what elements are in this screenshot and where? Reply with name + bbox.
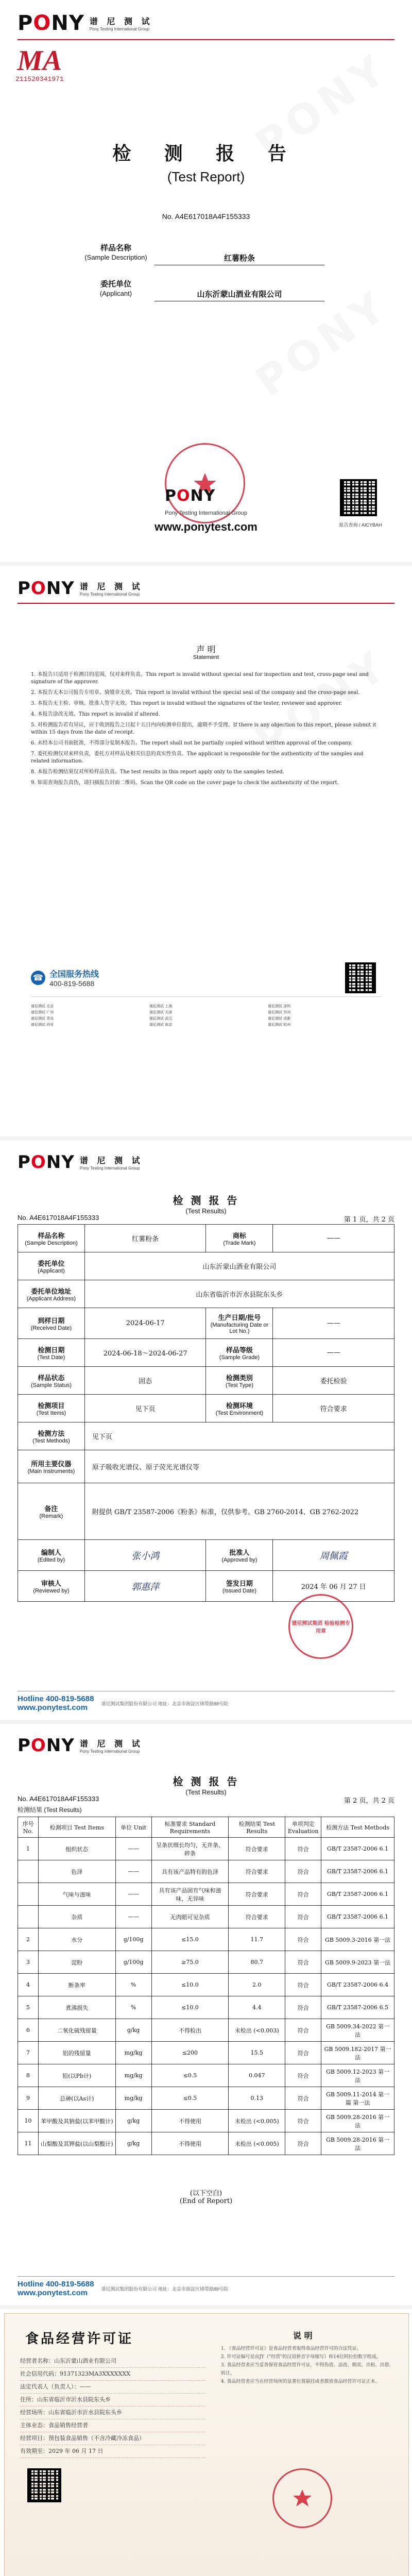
row-requirement: ≤10.0 (151, 1974, 229, 1996)
row-method: GB 5009.28-2016 第一法 (321, 2110, 394, 2132)
group-name: Pony Testing International Group (164, 510, 247, 516)
row-evaluation: 符合 (285, 1860, 321, 1883)
results-caption: 检测结果 (Test Results) (18, 1806, 82, 1814)
row-number (18, 1860, 39, 1883)
report-title-cn: 检 测 报 告 (112, 143, 300, 164)
food-license (4, 2313, 409, 2576)
row-requirement: 呈条状细长均匀，无并条、碎条 (151, 1838, 229, 1860)
row-result: 11.7 (229, 1928, 285, 1951)
license-row: 法定代表人（负责人）：—— (20, 2381, 205, 2394)
row-unit: mg/kg (115, 2087, 151, 2110)
license-details (20, 2355, 205, 2458)
row-method: GB 5009.34-2022 第一法 (321, 2019, 394, 2042)
row-requirement: ≤0.5 (151, 2087, 229, 2110)
branch-item: 谱尼测试 西安 (31, 1023, 54, 1027)
sample-name-value: 红薯粉条 (84, 1225, 206, 1252)
branch-item: 谱尼测试 青岛 (31, 1016, 54, 1021)
row-result: 80.7 (229, 1951, 285, 1974)
row-unit: —— (115, 1838, 151, 1860)
row-requirement: 具有该产品固有气味和滋味，无异味 (151, 1883, 229, 1906)
row-result: 符合要求 (229, 1883, 285, 1906)
row-number (18, 1883, 39, 1906)
cma-mark: MA 211520341971 (15, 45, 64, 83)
row-unit: g/kg (115, 2019, 151, 2042)
table-row (18, 2087, 394, 2110)
row-unit: —— (115, 1883, 151, 1906)
license-title: 食品经营许可证 (25, 2331, 134, 2347)
col-header: 单位 Unit (115, 1817, 151, 1838)
row-unit: —— (115, 1906, 151, 1928)
license-notes: 1. 《食品经营许可证》是食品经营者取得食品经营许可的合法凭证。 2. 许可证编号是由JY（"经营"的汉语拼音字母缩写）和14位阿拉伯数字组成。 3. 食品经营者应当妥善保管食品经营许可证，不得伪造、涂改、倒卖、出租、出借、转让。 4. 食品经营者应当在经营场所的显著位置悬挂或者摆放食品经营许可证正本。 (221, 2346, 394, 2384)
row-item: 气味与滋味 (38, 1883, 115, 1906)
row-number (18, 1906, 39, 1928)
instruments-value: 原子吸收光谱仪、原子荧光光谱仪等 (84, 1450, 394, 1483)
row-item: 总砷(以As计) (38, 2087, 115, 2110)
page-heading: 检 测 报 告 (Test Results) (173, 1775, 239, 1796)
license-row: 主体业态：食品销售经营者 (20, 2419, 205, 2432)
row-unit: mg/kg (115, 2064, 151, 2087)
col-header: 检测方法 Test Methods (321, 1817, 394, 1838)
table-row (18, 1906, 394, 1928)
row-method: GB/T 23587-2006 6.5 (321, 1996, 394, 2019)
table-row (18, 1838, 394, 1860)
row-evaluation: 符合 (285, 1928, 321, 1951)
page-footer: Hotline 400-819-5688 www.ponytest.com 谱尼测试集团股份有限公司 地址：北京市海淀区锦带路88号院 (18, 1691, 394, 1712)
row-requirement: 不得检出 (151, 2019, 229, 2042)
row-unit: g/kg (115, 2110, 151, 2132)
hotline-number[interactable]: 400-819-5688 (49, 979, 95, 988)
license-row: 社会信用代码：91371323MA3XXXXXXX (20, 2368, 205, 2381)
row-method: GB 5009.182-2017 第一法 (321, 2042, 394, 2064)
statement-title-en: Statement (193, 654, 219, 660)
col-header: 检测项目 Test Items (38, 1817, 115, 1838)
table-row (18, 1996, 394, 2019)
statement-title: 声 明 (196, 645, 216, 654)
col-header: 序号 No. (18, 1817, 39, 1838)
table-row (18, 1951, 394, 1974)
table-row (18, 1974, 394, 1996)
test-type-value: 委托检验 (273, 1367, 394, 1395)
row-requirement: 不得使用 (151, 2110, 229, 2132)
row-item: 山梨酸及其钾盐(以山梨酸计) (38, 2132, 115, 2155)
report-info-table: 样品名称 (Sample Description) 红薯粉条 商标 (Trade Mark) —— 委托单位 (Applicant) 山东沂蒙山酒业有限公司 委托单位地址 (Applicant Address) 山东省临沂市沂水县院东头乡 到样日期 (Received Date) 2024-06-17 生产日期/批号 (Manufacturing Date or Lot No.) —— 检测日期 (Test Date) 2024-06-18～2024-06-27 样品等级 (Sample Grade) —— 样品状态 (Sample Status) 固态 检测类别 (Test Type) 委托检验 检测项目 (Test Items) 见下页 检测环境 (Test Environment) 符合要求 检测方法 (Test Methods) 见下页 所用主要仪器 (Main Instruments) 原子吸收光谱仪、原子荧光光谱仪等 备注 (Remark) 附提供 GB/T 23587-2006《粉条》标准，仅供参考。GB 2760-2014、GB 2762-2022 编制人 (Edited by) 张小鸿 批准人 (Approved by) 周佩霞 审核人 (Reviewed by) 郭惠萍 签发日期 (Issued Date) 2024 年 06 月 27 日 (18, 1224, 394, 1602)
row-unit: % (115, 1996, 151, 2019)
qr-code[interactable] (345, 962, 376, 993)
row-unit: mg/kg (115, 2042, 151, 2064)
test-results-page (0, 1724, 412, 2305)
row-item: 杂质 (38, 1906, 115, 1928)
statement-item: 1. 本报告只适用于检测目的范围，仅对来样负责。This report is invalid without special seal for inspection and test, cross-page seal and signature of the approver. (31, 672, 369, 685)
row-result: 2.0 (229, 1974, 285, 1996)
test-date-value: 2024-06-18～2024-06-27 (84, 1339, 206, 1367)
statement-item: 6. 未经本公司书面批准，不得部分复制本报告。The report shall not be partially copied without written approval of the company. (31, 740, 352, 746)
header-rule (18, 603, 394, 604)
statement-item: 4. 本报告涂改无效。This report is invalid if altered. (31, 711, 160, 717)
row-requirement: ≤0.5 (151, 2064, 229, 2087)
row-number: 6 (18, 2019, 39, 2042)
row-method: GB/T 23587-2006 6.1 (321, 1906, 394, 1928)
row-evaluation: 符合 (285, 1906, 321, 1928)
branch-item: 谱尼测试 武汉 (149, 1016, 173, 1021)
qr-code[interactable] (27, 2468, 61, 2502)
received-date-value: 2024-06-17 (84, 1308, 206, 1339)
row-method: GB/T 23587-2006 6.1 (321, 1838, 394, 1860)
qr-code[interactable] (340, 479, 377, 516)
test-items-value: 见下页 (84, 1395, 206, 1422)
row-item: 二氧化硫残留量 (38, 2019, 115, 2042)
row-method: GB/T 23587-2006 6.1 (321, 1883, 394, 1906)
company-logo: PONY 谱 尼 测 试 Pony Testing International Group (18, 1152, 143, 1173)
license-row: 有效期至：2029 年 06 月 17 日 (20, 2445, 205, 2458)
row-requirement: 无肉眼可见杂质 (151, 1906, 229, 1928)
statement-item: 2. 本报告无本公司报告专用章、骑缝章无效。This report is invalid without the special seal of the company and the cross-page seal. (31, 690, 360, 696)
logo-en: Pony Testing International Group (89, 27, 150, 31)
row-item: 煮沸损失 (38, 1996, 115, 2019)
row-method: GB 5009.11-2014 第一篇 第一法 (321, 2087, 394, 2110)
row-method: GB 5009.9-2023 第一法 (321, 1951, 394, 1974)
row-method: GB 5009.12-2023 第一法 (321, 2064, 394, 2087)
row-number: 2 (18, 1928, 39, 1951)
table-row (18, 1928, 394, 1951)
license-row: 住所：山东省临沂市沂水县院东头乡 (20, 2394, 205, 2406)
row-item: 组织状态 (38, 1838, 115, 1860)
branch-list (31, 1004, 381, 1027)
col-header: 单项判定 Evaluation (285, 1817, 321, 1838)
report-number: No. A4E617018A4F155333 (18, 1795, 99, 1803)
row-number: 1 (18, 1838, 39, 1860)
results-table (18, 1817, 394, 2155)
company-logo: PONY 谱 尼 测 试 Pony Testing International Group (18, 1735, 143, 1756)
editor-signature: 张小鸿 (84, 1540, 206, 1571)
table-row (18, 2132, 394, 2155)
row-evaluation: 符合 (285, 1883, 321, 1906)
row-number: 4 (18, 1974, 39, 1996)
inspection-seal: 谱尼测试集团 检验检测专用章 (288, 1594, 353, 1659)
statement-page (0, 566, 412, 1137)
statement-list (31, 671, 381, 790)
table-row (18, 1860, 394, 1883)
row-number: 8 (18, 2064, 39, 2087)
report-number: No. A4E617018A4F155333 (162, 212, 250, 221)
row-requirement: ≤15.0 (151, 1928, 229, 1951)
cover-logo: PONY (165, 487, 216, 505)
sample-grade-value: —— (273, 1339, 394, 1367)
row-method: GB 5009.28-2016 第一法 (321, 2132, 394, 2155)
branch-item: 谱尼测试 深圳 (268, 1004, 291, 1008)
col-header: 检测结果 Test Results (229, 1817, 285, 1838)
license-seal (272, 2468, 332, 2528)
row-number: 11 (18, 2132, 39, 2155)
row-unit: g/100g (115, 1951, 151, 1974)
page-number: 第 2 页，共 2 页 (344, 1797, 394, 1805)
row-number: 5 (18, 1996, 39, 2019)
branch-item: 谱尼测试 天津 (149, 1010, 173, 1014)
row-method: GB/T 23587-2006 6.1 (321, 1860, 394, 1883)
row-requirement: ≥75.0 (151, 1951, 229, 1974)
branch-item: 谱尼测试 北京 (31, 1004, 54, 1008)
trademark-value: —— (273, 1225, 394, 1252)
approver-signature: 周佩霞 (273, 1540, 394, 1571)
row-result: 符合要求 (229, 1838, 285, 1860)
test-env-value: 符合要求 (273, 1395, 394, 1422)
license-notes-title: 说 明 (293, 2331, 313, 2341)
statement-item: 7. 委托检测仅对来样负责，委托方对样品及相关信息的真实性负责。The applicant is responsible for the authenticity of the samples and related information. (31, 751, 364, 764)
row-evaluation: 符合 (285, 2087, 321, 2110)
row-result: 未检出 (<0.005) (229, 2132, 285, 2155)
remark-value: 附提供 GB/T 23587-2006《粉条》标准，仅供参考。GB 2760-2014、GB 2762-2022 (84, 1483, 394, 1540)
test-methods-value: 见下页 (84, 1422, 394, 1450)
branch-item: 谱尼测试 成都 (268, 1016, 291, 1021)
row-unit: —— (115, 1860, 151, 1883)
row-item: 色泽 (38, 1860, 115, 1883)
row-result: 符合要求 (229, 1860, 285, 1883)
branch-item: 谱尼测试 上海 (149, 1004, 173, 1008)
row-result: 15.5 (229, 2042, 285, 2064)
issued-date-value: 2024 年 06 月 27 日 (273, 1571, 394, 1602)
row-evaluation: 符合 (285, 2042, 321, 2064)
table-row (18, 2064, 394, 2087)
row-item: 水分 (38, 1928, 115, 1951)
row-evaluation: 符合 (285, 2132, 321, 2155)
company-logo: PONY 谱 尼 测 试 Pony Testing International Group (18, 578, 143, 599)
table-row (18, 2110, 394, 2132)
row-requirement: 不得使用 (151, 2132, 229, 2155)
row-result: 0.13 (229, 2087, 285, 2110)
col-header: 标准要求 Standard Requirements (151, 1817, 229, 1838)
row-number: 9 (18, 2087, 39, 2110)
company-logo: PONY 谱 尼 测 试 Pony Testing International Group (18, 11, 153, 35)
row-result: 未检出 (<0.005) (229, 2110, 285, 2132)
row-requirement: ≤10.0 (151, 1996, 229, 2019)
service-hotline: ☎ 全国服务热线 400-819-5688 (31, 968, 99, 988)
branch-item: 谱尼测试 南京 (149, 1023, 173, 1027)
header-rule (18, 39, 394, 40)
logo-cn: 谱 尼 测 试 (89, 16, 153, 26)
row-unit: g/kg (115, 2132, 151, 2155)
license-row: 经营者名称：山东沂蒙山酒业有限公司 (20, 2355, 205, 2368)
cover-page: PONY 谱 尼 测 试 Pony Testing International Group MA 211520341971 检 测 报 告 (Test Report) No. A4E617018A4F155333 样品名称 (Sample Description) 红薯粉条 委托单位 (Applicant) 山东沂蒙山酒业有限公司 PONY Pony Testing International Group www.ponytest.com 报告查询 / AICYBAH (0, 0, 412, 562)
row-evaluation: 符合 (285, 1951, 321, 1974)
row-evaluation: 符合 (285, 2019, 321, 2042)
applicant-address-value: 山东省临沂市沂水县院东头乡 (84, 1280, 394, 1308)
branch-item: 谱尼测试 杭州 (268, 1023, 291, 1027)
row-evaluation: 符合 (285, 2064, 321, 2087)
report-info-page (0, 1141, 412, 1720)
statement-item: 8. 本报告检测结果仅对所检样品负责。The test results in this report apply only to the samples tested. (31, 769, 284, 775)
row-method: GB 5009.3-2016 第一法 (321, 1928, 394, 1951)
row-unit: g/100g (115, 1928, 151, 1951)
sample-status-value: 固态 (84, 1367, 206, 1395)
branch-item: 谱尼测试 广州 (31, 1010, 54, 1014)
mfg-date-value: —— (273, 1308, 394, 1339)
row-item: 淀粉 (38, 1951, 115, 1974)
applicant-value: 山东沂蒙山酒业有限公司 (84, 1252, 394, 1280)
row-result: 未检出 (<0.003) (229, 2019, 285, 2042)
page-heading: 检 测 报 告 (Test Results) (173, 1194, 239, 1215)
phone-icon: ☎ (31, 971, 45, 985)
row-evaluation: 符合 (285, 1974, 321, 1996)
report-title-en: (Test Report) (167, 169, 245, 184)
sample-value: 红薯粉条 (154, 252, 324, 265)
statement-item: 3. 本报告无主检、审核、批准人签字无效。This report is invalid without the signatures of the tester, reviewer and approver. (31, 701, 342, 706)
row-result: 4.4 (229, 1996, 285, 2019)
row-result: 符合要求 (229, 1906, 285, 1928)
table-row (18, 1883, 394, 1906)
row-evaluation: 符合 (285, 2110, 321, 2132)
page-number: 第 1 页，共 2 页 (344, 1216, 394, 1224)
row-unit: % (115, 1974, 151, 1996)
row-evaluation: 符合 (285, 1996, 321, 2019)
row-item: 铝的残留量 (38, 2042, 115, 2064)
row-number: 10 (18, 2110, 39, 2132)
license-row: 经营项目：预包装食品销售（不含冷藏冷冻食品） (20, 2432, 205, 2445)
row-evaluation: 符合 (285, 1838, 321, 1860)
reviewer-signature: 郭惠萍 (84, 1571, 206, 1602)
applicant-value: 山东沂蒙山酒业有限公司 (154, 289, 324, 301)
license-row: 经营场所：山东省临沂市沂水县院东头乡 (20, 2406, 205, 2419)
row-item: 断条率 (38, 1974, 115, 1996)
statement-item: 5. 对检测报告若有异议，应于收到报告之日起十五日内向检测单位提出，逾期不予受理。If there is any objection to this report, please submit it within 15 days from the date of receipt. (31, 722, 376, 735)
cma-number: 211520341971 (15, 75, 64, 83)
row-requirement: 具有该产品特有的色泽 (151, 1860, 229, 1883)
row-item: 苯甲酸及其钠盐(以苯甲酸计) (38, 2110, 115, 2132)
report-number: No. A4E617018A4F155333 (18, 1214, 99, 1222)
divider (31, 996, 381, 997)
qr-caption: 报告查询 / AICYBAH (339, 522, 382, 528)
statement-item: 9. 如需查询报告真伪，请扫描报告封面二维码。Scan the QR code on the cover page to check the authenticity of the report. (31, 780, 339, 786)
end-of-report: (以下空白) (End of Report) (179, 2190, 233, 2205)
row-method: GB/T 23587-2006 6.4 (321, 1974, 394, 1996)
table-row (18, 2019, 394, 2042)
row-requirement: ≤200 (151, 2042, 229, 2064)
row-number: 3 (18, 1951, 39, 1974)
website[interactable]: www.ponytest.com (154, 520, 258, 533)
row-number: 7 (18, 2042, 39, 2064)
page-footer: Hotline 400-819-5688 www.ponytest.com 谱尼测试集团股份有限公司 地址：北京市海淀区锦带路88号院 (18, 2276, 394, 2297)
license-page (0, 2309, 412, 2576)
row-item: 铅(以Pb计) (38, 2064, 115, 2087)
seal-star-icon (274, 2470, 331, 2527)
row-result: 0.047 (229, 2064, 285, 2087)
table-row (18, 2042, 394, 2064)
branch-item: 谱尼测试 苏州 (268, 1010, 291, 1014)
